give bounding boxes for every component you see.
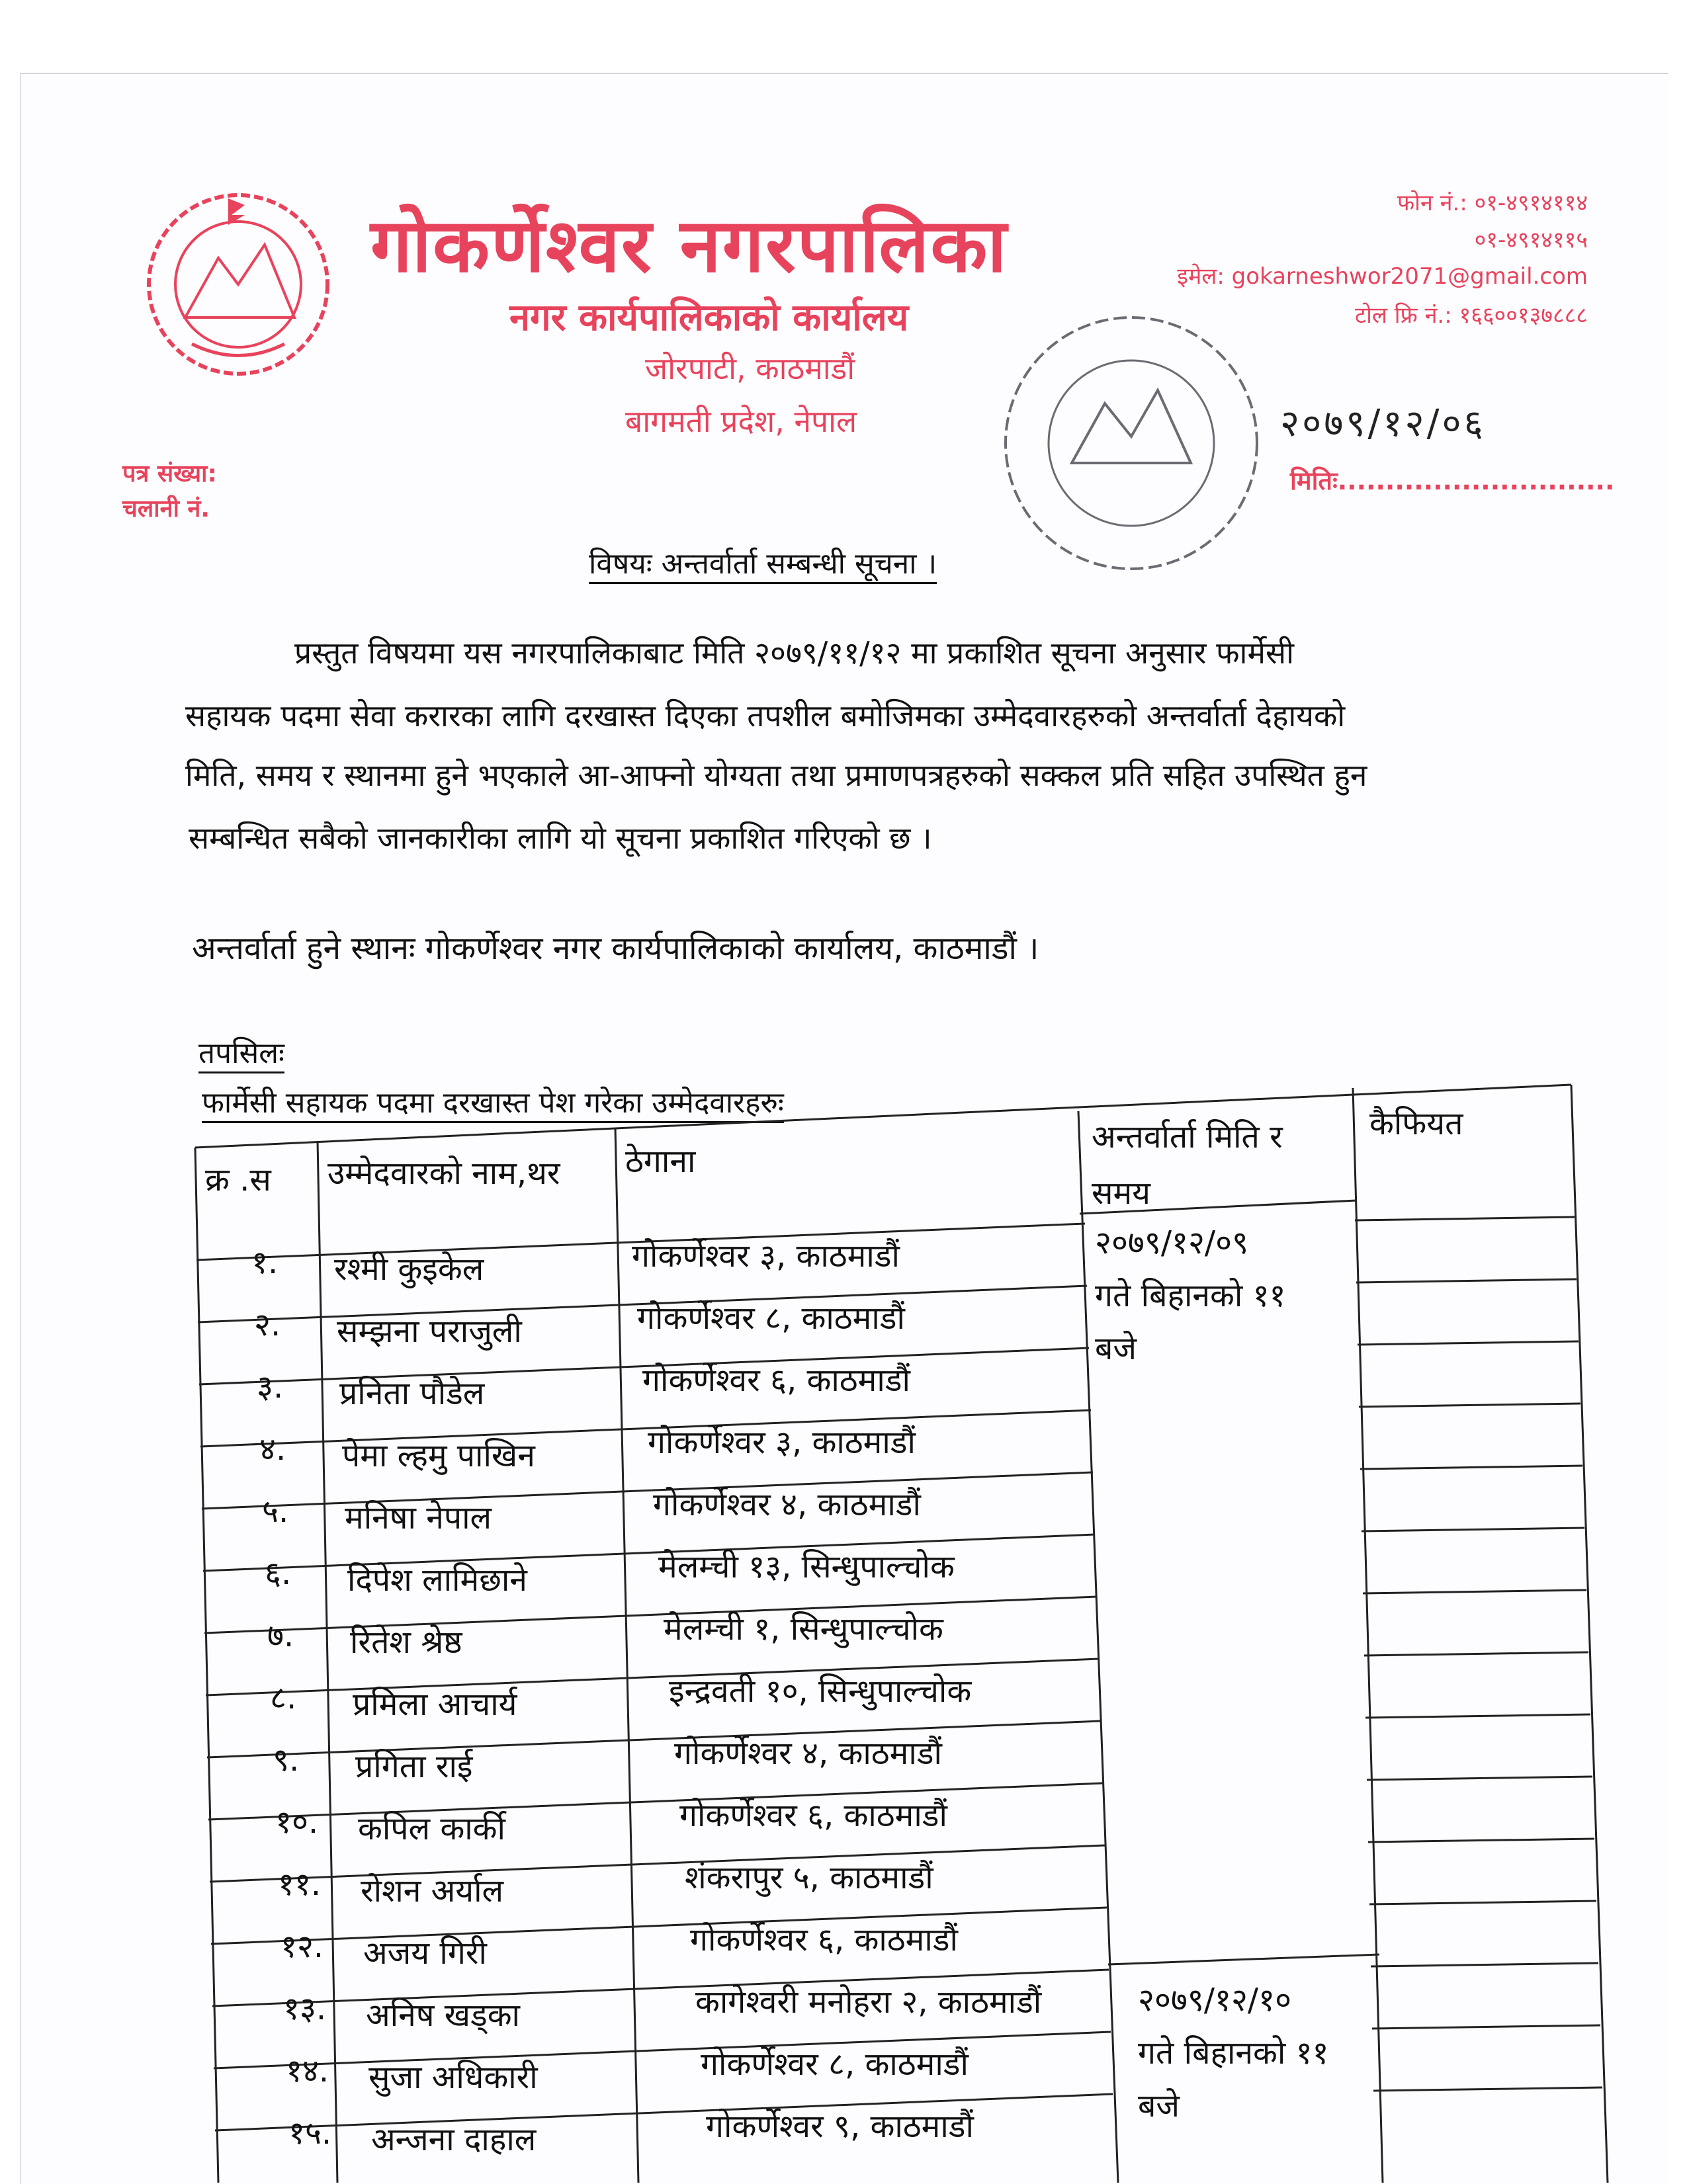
- row-address: गोकर्णेश्वर ९, काठमाडौं: [706, 2108, 974, 2145]
- schedule-2-date: २०७९/१२/१०: [1138, 1982, 1292, 2019]
- schedule-1-date: २०७९/१२/०९: [1095, 1224, 1249, 1261]
- row-serial: १३.: [283, 1990, 327, 2027]
- row-address: गोकर्णेश्वर ८, काठमाडौं: [637, 1300, 905, 1337]
- row-candidate-name: प्रमिला आचार्य: [353, 1686, 517, 1723]
- header-name: उम्मेदवारको नाम,थर: [327, 1155, 560, 1192]
- row-address: गोकर्णेश्वर ४, काठमाडौं: [674, 1735, 942, 1772]
- municipality-title: गोकर्णेश्वर नगरपालिका: [370, 203, 1008, 289]
- row-candidate-name: सम्झना पराजुली: [337, 1313, 522, 1350]
- handwritten-date: २०७९/१२/०६: [1280, 402, 1486, 445]
- schedule-2-time: गते बिहानको ११: [1138, 2035, 1329, 2072]
- row-serial: ९.: [273, 1742, 300, 1779]
- row-candidate-name: रोशन अर्याल: [361, 1872, 504, 1910]
- row-serial: ११.: [278, 1866, 322, 1903]
- row-candidate-name: अन्जना दाहाल: [371, 2121, 537, 2158]
- row-serial: १.: [251, 1244, 279, 1281]
- phone-1: फोन नं.: ०१-४९१४११४: [1397, 190, 1588, 216]
- row-candidate-name: दिपेश लामिछाने: [347, 1562, 527, 1599]
- row-serial: ७.: [267, 1617, 294, 1654]
- schedule-2-suffix: बजे: [1138, 2087, 1180, 2124]
- paragraph-line-2: सहायक पदमा सेवा करारका लागि दरखास्त दिएका तपशील बमोजिमका उम्मेदवारहरुको अन्तर्वार्ता देहायको: [185, 698, 1346, 734]
- miti-label: मितिः.............................: [1290, 466, 1615, 495]
- row-address: कागेश्वरी मनोहरा २, काठमाडौं: [695, 1984, 1042, 2021]
- row-candidate-name: रितेश श्रेष्ठ: [350, 1624, 462, 1661]
- address-line-1: जोरपाटी, काठमाडौं: [645, 351, 855, 386]
- row-serial: १०.: [275, 1804, 319, 1841]
- row-candidate-name: पेमा ल्हमु पाखिन: [342, 1437, 535, 1474]
- chalani-label: चलानी नं.: [122, 495, 210, 523]
- row-address: इन्द्रवती १०, सिन्धुपाल्चोक: [669, 1673, 972, 1710]
- interview-venue: अन्तर्वार्ता हुने स्थानः गोकर्णेश्वर नगर कार्यपालिकाको कार्यालय, काठमाडौं ।: [192, 930, 1039, 967]
- row-serial: ८.: [270, 1679, 297, 1716]
- row-address: गोकर्णेश्वर ४, काठमाडौं: [653, 1486, 921, 1523]
- header-datetime-line1: अन्तर्वार्ता मिति र: [1092, 1118, 1283, 1155]
- row-serial: ३.: [257, 1368, 284, 1406]
- tapasil-label: तपसिलः: [198, 1032, 284, 1073]
- toll-free: टोल फ्रि नं.: १६६००१३७८८८: [1354, 302, 1588, 329]
- patra-sankhya-label: पत्र संख्या:: [122, 460, 217, 487]
- paragraph-line-1: प्रस्तुत विषयमा यस नगरपालिकाबाट मिति २०७९/११/१२ मा प्रकाशित सूचना अनुसार फार्मेसी: [294, 635, 1294, 671]
- row-address: गोकर्णेश्वर ८, काठमाडौं: [701, 2046, 969, 2083]
- row-candidate-name: कपिल कार्की: [358, 1810, 505, 1847]
- phone-2: ०१-४९१४११५: [1474, 227, 1588, 253]
- row-candidate-name: प्रनिता पौडेल: [339, 1375, 485, 1412]
- row-serial: १२.: [281, 1928, 324, 1965]
- subject-line: विषयः अन्तर्वार्ता सम्बन्धी सूचना ।: [589, 542, 937, 584]
- email: इमेल: gokarneshwor2071@gmail.com: [1177, 263, 1588, 290]
- row-address: गोकर्णेश्वर ३, काठमाडौं: [632, 1238, 900, 1275]
- row-candidate-name: प्रगिता राई: [355, 1748, 473, 1785]
- row-serial: ६.: [265, 1555, 292, 1592]
- row-candidate-name: अजय गिरी: [363, 1935, 487, 1972]
- row-candidate-name: अनिष खड्का: [366, 1997, 520, 2034]
- row-serial: १५.: [288, 2115, 332, 2152]
- row-candidate-name: मनिषा नेपाल: [345, 1499, 492, 1536]
- schedule-1-time: गते बिहानको ११: [1095, 1277, 1286, 1314]
- address-line-2: बागमती प्रदेश, नेपाल: [625, 403, 857, 439]
- row-serial: ४.: [259, 1431, 286, 1468]
- row-candidate-name: सुजा अधिकारी: [368, 2059, 538, 2096]
- row-serial: २.: [254, 1306, 281, 1343]
- paragraph-line-4: सम्बन्धित सबैको जानकारीका लागि यो सूचना प्रकाशित गरिएको छ ।: [189, 820, 932, 856]
- row-address: गोकर्णेश्वर ६, काठमाडौं: [679, 1797, 947, 1834]
- office-subtitle: नगर कार्यपालिकाको कार्यालय: [509, 296, 909, 339]
- row-address: मेलम्ची १३, सिन्धुपाल्चोक: [658, 1548, 955, 1585]
- row-address: मेलम्ची १, सिन्धुपाल्चोक: [664, 1611, 943, 1648]
- row-serial: ५.: [262, 1493, 289, 1530]
- row-address: गोकर्णेश्वर ६, काठमाडौं: [642, 1362, 910, 1399]
- header-serial: क्र .स: [205, 1161, 271, 1198]
- table-caption: फार्मेसी सहायक पदमा दरखास्त पेश गरेका उम्मेदवारहरुः: [202, 1081, 784, 1123]
- schedule-1-suffix: बजे: [1095, 1330, 1137, 1367]
- row-address: गोकर्णेश्वर ६, काठमाडौं: [690, 1921, 958, 1958]
- header-remarks: कैफियत: [1369, 1105, 1463, 1142]
- header-datetime-line2: समय: [1092, 1175, 1150, 1212]
- row-serial: १४.: [286, 2052, 329, 2089]
- row-address: गोकर्णेश्वर ३, काठमाडौं: [648, 1424, 916, 1461]
- row-candidate-name: रश्मी कुइकेल: [334, 1251, 484, 1288]
- row-address: शंकरापुर ५, काठमाडौं: [685, 1859, 933, 1896]
- paragraph-line-3: मिति, समय र स्थानमा हुने भएकाले आ-आफ्नो योग्यता तथा प्रमाणपत्रहरुको सक्कल प्रति सहित उपस्थित हुन: [185, 757, 1367, 793]
- header-address: ठेगाना: [625, 1143, 696, 1180]
